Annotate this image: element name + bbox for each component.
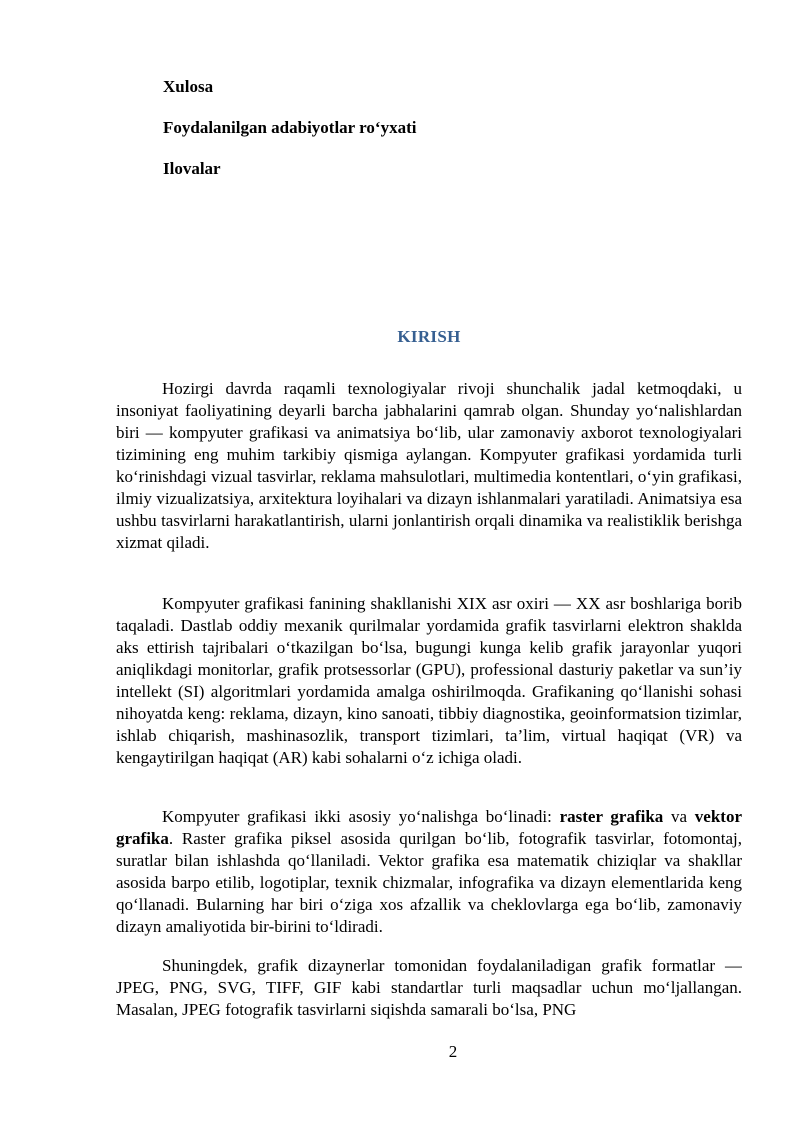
paragraph-text: va — [663, 807, 695, 826]
paragraph-text: . Raster grafika piksel asosida qurilgan bo‘lib, fotografik tasvirlar, fotomontaj, suratlar bilan ishlashda qo‘llaniladi. Vektor grafika esa matematik chiziqlar va shakllar asosida barpo etilib, logotiplar, texnik chizmalar, infografika va dizayn elementlarida keng qo‘llanadi. Bularning har biri o‘ziga xos afzallik va cheklovlarga ega bo‘lib, zamonaviy dizayn amaliyotida bir-birini to‘ldiradi. — [116, 829, 742, 936]
bold-term-raster: raster grafika — [559, 807, 664, 826]
paragraph-text: Kompyuter grafikasi ikki asosiy yo‘nalishga bo‘linadi: — [162, 807, 560, 826]
body-paragraph-3 — [116, 806, 742, 938]
bold-term-vector: vektor grafika — [116, 807, 742, 848]
body-paragraph-4: Shuningdek, grafik dizaynerlar tomonidan foydalaniladigan grafik formatlar — JPEG, PNG, SVG, TIFF, GIF kabi standartlar turli maqsadlar uchun mo‘ljallangan. Masalan, JPEG fotografik tasvirlarni siqishda samarali bo‘lsa, PNG — [116, 956, 742, 1019]
body-paragraph-1: Hozirgi davrda raqamli texnologiyalar rivoji shunchalik jadal ketmoqdaki, u insoniyat faoliyatining deyarli barcha jabhalarini qamrab olgan. Shunday yo‘nalishlardan biri — kompyuter grafikasi va animatsiya bo‘lib, ular zamonaviy axborot texnologiyalari tizimining eng muhim tarkibiy qismiga aylangan. Kompyuter grafikasi yordamida turli ko‘rinishdagi vizual tasvirlar, reklama mahsulotlari, multimedia kontentlari, o‘yin grafikasi, ilmiy vizualizatsiya, arxitektura loyihalari va dizayn ishlanmalari yaratiladi. Animatsiya esa ushbu tasvirlarni harakatlantirish, ularni jonlantirish orqali dinamika va realistiklik berishga xizmat qiladi. — [116, 379, 742, 552]
body-paragraph-2: Kompyuter grafikasi fanining shakllanishi XIX asr oxiri — XX asr boshlariga borib taqaladi. Dastlab oddiy mexanik qurilmalar yordamida grafik tasvirlarni elektron shaklda aks ettirish tajribalari o‘tkazilgan bo‘lsa, bugungi kunga kelib grafik jarayonlar yuqori aniqlikdagi monitorlar, grafik protsessorlar (GPU), professional dasturiy paketlar va sun’iy intellekt (SI) algoritmlari yordamida amalga oshirilmoqda. Grafikaning qo‘llanishi sohasi nihoyatda keng: reklama, dizayn, kino sanoati, tibbiy diagnostika, geoinformatsion tizimlar, ishlab chiqarish, mashinasozlik, transport tizimlari, ta’lim, virtual haqiqat (VR) va kengaytirilgan haqiqat (AR) kabi sohalarni o‘z ichiga oladi. — [116, 594, 742, 767]
page-number: 2 — [448, 1042, 458, 1061]
toc-item-references: Foydalanilgan adabiyotlar ro‘yxati — [163, 118, 417, 137]
section-heading: KIRISH — [397, 327, 461, 346]
toc-item-appendices: Ilovalar — [163, 159, 221, 178]
toc-item-conclusion: Xulosa — [163, 77, 214, 96]
